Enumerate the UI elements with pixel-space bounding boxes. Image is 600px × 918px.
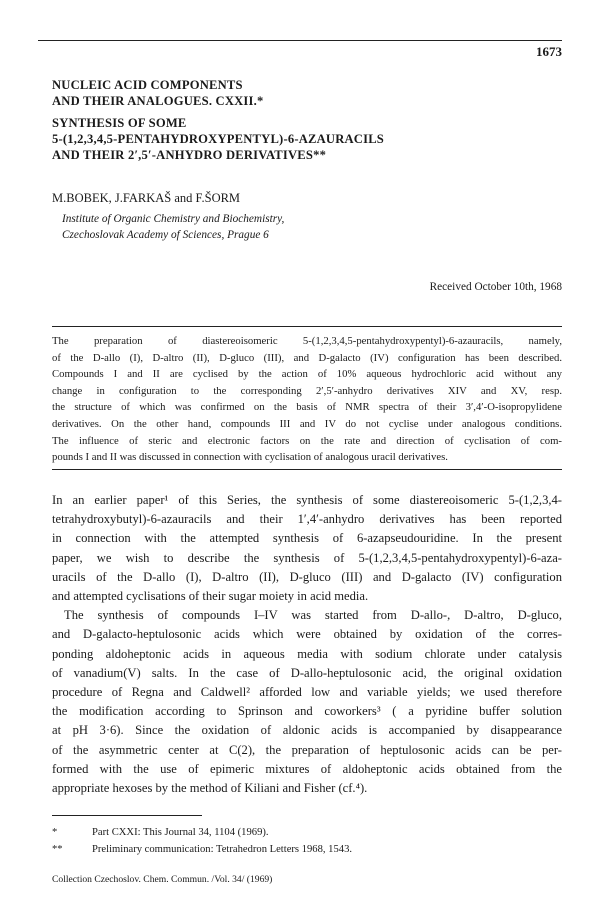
footnote-rule [52, 815, 202, 816]
body-line: uracils of the D-allo (I), D-altro (II), D-gluco (III) and D-galacto (IV) configuration [52, 569, 562, 584]
abstract-line: pounds I and II was discussed in connection with cyclisation of analogous uracil derivatives. [52, 451, 448, 464]
footnote [52, 824, 352, 841]
received-date: Received October 10th, 1968 [429, 281, 562, 293]
footnotes [52, 824, 352, 858]
footnote-text: Part CXXI: This Journal 34, 1104 (1969). [92, 827, 269, 838]
body-line: the modification according to Sprinson and coworkers³ ( a pyridine buffer solution [52, 704, 562, 719]
body-line: procedure of Regna and Caldwell² afforded low and variable yields; we used therefore [52, 685, 562, 700]
footnote [52, 841, 352, 858]
authors: M.BOBEK, J.FARKAŠ and F.ŠORM [52, 191, 241, 205]
body-line: The synthesis of compounds I–IV was started from D-allo-, D-altro, D-gluco, [64, 608, 562, 623]
body-line: of vanadium(V) salts. In the case of D-allo-heptulosonic acid, the original oxidation [52, 665, 562, 680]
abstract-line: The preparation of diastereoisomeric 5-(1,2,3,4,5-pentahydroxypentyl)-6-azauracils, namely, [52, 335, 562, 347]
top-rule [38, 40, 562, 41]
body-line: at pH 3·6). Since the oxidation of aldonic acids is accompanied by disappearance [52, 723, 562, 738]
body-line: and attempted cyclisations of their sugar moiety in acid media. [52, 589, 369, 604]
abstract-bottom-rule [52, 469, 562, 470]
body-line: formed with the use of epimeric mixtures of aldoheptonic acids obtained from the [52, 761, 562, 776]
footnote-mark: ** [52, 844, 63, 855]
abstract-line: of the D-allo (I), D-altro (II), D-gluco (III), and D-galacto (IV) configuration has been described. [52, 351, 562, 364]
affiliation [62, 211, 284, 243]
body-line: in connection with the attempted synthesis of 6-azapseudouridine. In the present [52, 531, 562, 546]
title-line: 5-(1,2,3,4,5-PENTAHYDROXYPENTYL)-6-AZAURACILS [52, 132, 385, 146]
body-line: and D-galacto-heptulosonic acids which were obtained by oxidation of the corres- [52, 627, 562, 642]
body-line: tetrahydroxybutyl)-6-azauracils and their 1′,4′-anhydro derivatives has been reported [52, 512, 562, 527]
abstract-line: The influence of steric and electronic factors on the rate and direction of cyclisation of com- [52, 434, 562, 447]
article-title [52, 77, 384, 163]
abstract-top-rule [52, 326, 562, 327]
abstract-line: the structure of which was confirmed on the basis of NMR spectra of their 3′,4′-O-isopropylidene [52, 401, 562, 414]
abstract [52, 333, 562, 466]
abstract-line: Compounds I and II are cyclised by the action of 10% aqueous hydrochloric acid without any [52, 368, 562, 381]
footnote-text: Preliminary communication: Tetrahedron Letters 1968, 1543. [92, 844, 353, 855]
body-line: In an earlier paper¹ of this Series, the synthesis of some diastereoisomeric 5-(1,2,3,4- [52, 493, 562, 507]
page-number: 1673 [536, 44, 562, 59]
title-line: AND THEIR 2′,5′-ANHYDRO DERIVATIVES** [52, 148, 327, 162]
body-line: of the asymmetric center at C(2), the preparation of heptulosonic acids can be per- [52, 742, 562, 757]
title-line: NUCLEIC ACID COMPONENTS [52, 78, 243, 92]
title-line: SYNTHESIS OF SOME [52, 116, 187, 130]
abstract-line: change in configuration to the corresponding 2′,5′-anhydro derivatives XIV and XV, resp. [52, 384, 562, 397]
abstract-line: derivatives. On the other hand, compounds III and IV do not cyclise under analogous conditions. [52, 417, 562, 430]
journal-footer: Collection Czechoslov. Chem. Commun. /Vol. 34/ (1969) [52, 874, 273, 885]
body-line: appropriate hexoses by the method of Kiliani and Fisher (cf.⁴). [52, 781, 368, 796]
body-line: ponding aldoheptonic acids in aqueous media with sodium chlorate under catalysis [52, 646, 562, 661]
footnote-mark: * [52, 827, 58, 838]
affiliation-line: Czechoslovak Academy of Sciences, Prague 6 [62, 229, 269, 241]
title-line: AND THEIR ANALOGUES. CXXII.* [52, 94, 264, 108]
body-line: paper, we wish to describe the synthesis of 5-(1,2,3,4,5-pentahydroxypentyl)-6-aza- [52, 550, 562, 565]
body-text [52, 491, 562, 798]
affiliation-line: Institute of Organic Chemistry and Biochemistry, [62, 213, 285, 225]
